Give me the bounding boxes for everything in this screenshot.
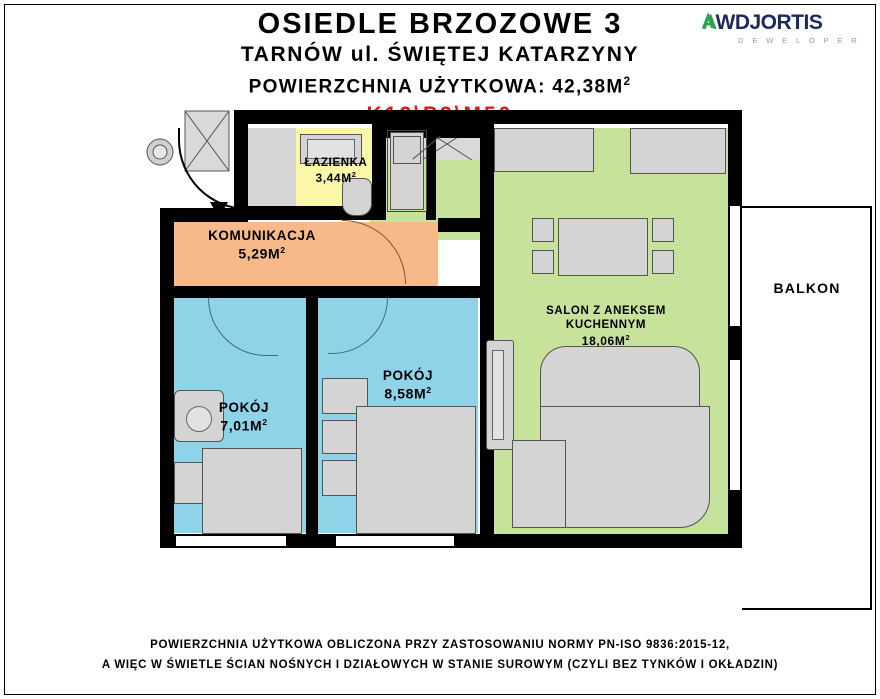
dining-chair-2	[532, 250, 554, 274]
living-name-line-1: SALON Z ANEKSEM	[546, 305, 666, 317]
dining-chair-3	[652, 218, 674, 242]
hall-area-sup: 2	[280, 244, 286, 255]
bedroom-2-name: POKÓJ	[382, 368, 434, 383]
floorplan-drawing	[140, 110, 841, 620]
bathroom-area	[288, 170, 384, 186]
wall-hall-right-stub	[438, 218, 482, 232]
logo-mark-icon	[700, 11, 716, 29]
tv-screen	[492, 350, 504, 440]
room-label-bedroom-2	[348, 368, 468, 403]
logo-tagline: D E W E L O P E R	[738, 36, 860, 45]
page-title: OSIEDLE BRZOZOWE 3	[257, 8, 623, 40]
usable-area-superscript: 2	[623, 74, 632, 88]
wall-living-left	[480, 124, 494, 544]
bedroom-1-area	[184, 417, 304, 435]
bathroom-area-value: 3,44M	[315, 171, 352, 186]
bed-bedroom-1	[202, 448, 302, 534]
footnote	[0, 636, 880, 675]
dining-chair-1	[532, 218, 554, 242]
living-area-sup: 2	[625, 332, 631, 342]
room-label-bedroom-1	[184, 400, 304, 435]
window-living-right	[728, 206, 742, 326]
logo-name-rest: WDJORTIS	[715, 11, 823, 34]
dining-chair-4	[652, 250, 674, 274]
living-area-value: 18,06M	[581, 333, 626, 348]
bedroom-1-name: POKÓJ	[218, 400, 270, 415]
hall-name: KOMUNIKACJA	[208, 228, 316, 243]
usable-area-line	[0, 74, 880, 100]
hall-area-value: 5,29M	[238, 245, 281, 262]
coffee-table	[512, 440, 566, 528]
wall-hall-bottom	[168, 286, 480, 298]
washing-machine-icon	[140, 132, 180, 172]
balcony-door	[728, 360, 742, 490]
bedroom-2-area	[348, 385, 468, 403]
cooktop	[630, 128, 726, 174]
bathroom-name: ŁAZIENKA	[304, 157, 368, 169]
bedroom-2-area-value: 8,58M	[384, 385, 427, 402]
logo-letter-a: A	[702, 11, 716, 34]
bedroom-2-area-sup: 2	[426, 384, 432, 395]
bed-bedroom-2	[356, 406, 476, 534]
company-logo	[702, 12, 862, 54]
wall-top	[234, 110, 742, 124]
balcony-name: BALKON	[773, 280, 841, 296]
living-name-line-2: KUCHENNYM	[565, 319, 647, 332]
footnote-line-1: POWIERZCHNIA UŻYTKOWA OBLICZONA PRZY ZASTOSOWANIU NORMY PN-ISO 9836:2015-12,	[150, 639, 730, 651]
bedroom-1-area-value: 7,01M	[220, 417, 263, 434]
bedroom-1-area-sup: 2	[262, 416, 268, 427]
kitchen-counter-left	[494, 128, 594, 172]
logo-wordmark	[702, 12, 862, 33]
footnote-line-2: A WIĘC W ŚWIETLE ŚCIAN NOŚNYCH I DZIAŁOWYCH W STANIE SUROWYM (CZYLI BEZ TYNKÓW I OKŁADZIN)	[101, 658, 779, 671]
page-subtitle: TARNÓW ul. ŚWIĘTEJ KATARZYNY	[240, 43, 640, 67]
dining-table	[558, 218, 648, 276]
room-label-balcony	[752, 280, 862, 298]
usable-area-text: POWIERZCHNIA UŻYTKOWA: 42,38M	[248, 76, 624, 98]
wall-between-bedrooms	[306, 298, 318, 538]
room-label-living	[506, 304, 706, 349]
entry-door-swing	[178, 128, 248, 210]
entry-arrow-icon	[210, 202, 228, 218]
window-bedroom-2	[336, 534, 454, 548]
sofa-top	[540, 346, 700, 412]
hall-area	[162, 245, 362, 263]
bathroom-area-sup: 2	[351, 170, 357, 180]
living-area	[506, 333, 706, 349]
room-label-bathroom	[288, 156, 384, 186]
room-label-hall	[162, 228, 362, 263]
window-bedroom-1	[176, 534, 286, 548]
balcony-outline	[742, 206, 872, 610]
